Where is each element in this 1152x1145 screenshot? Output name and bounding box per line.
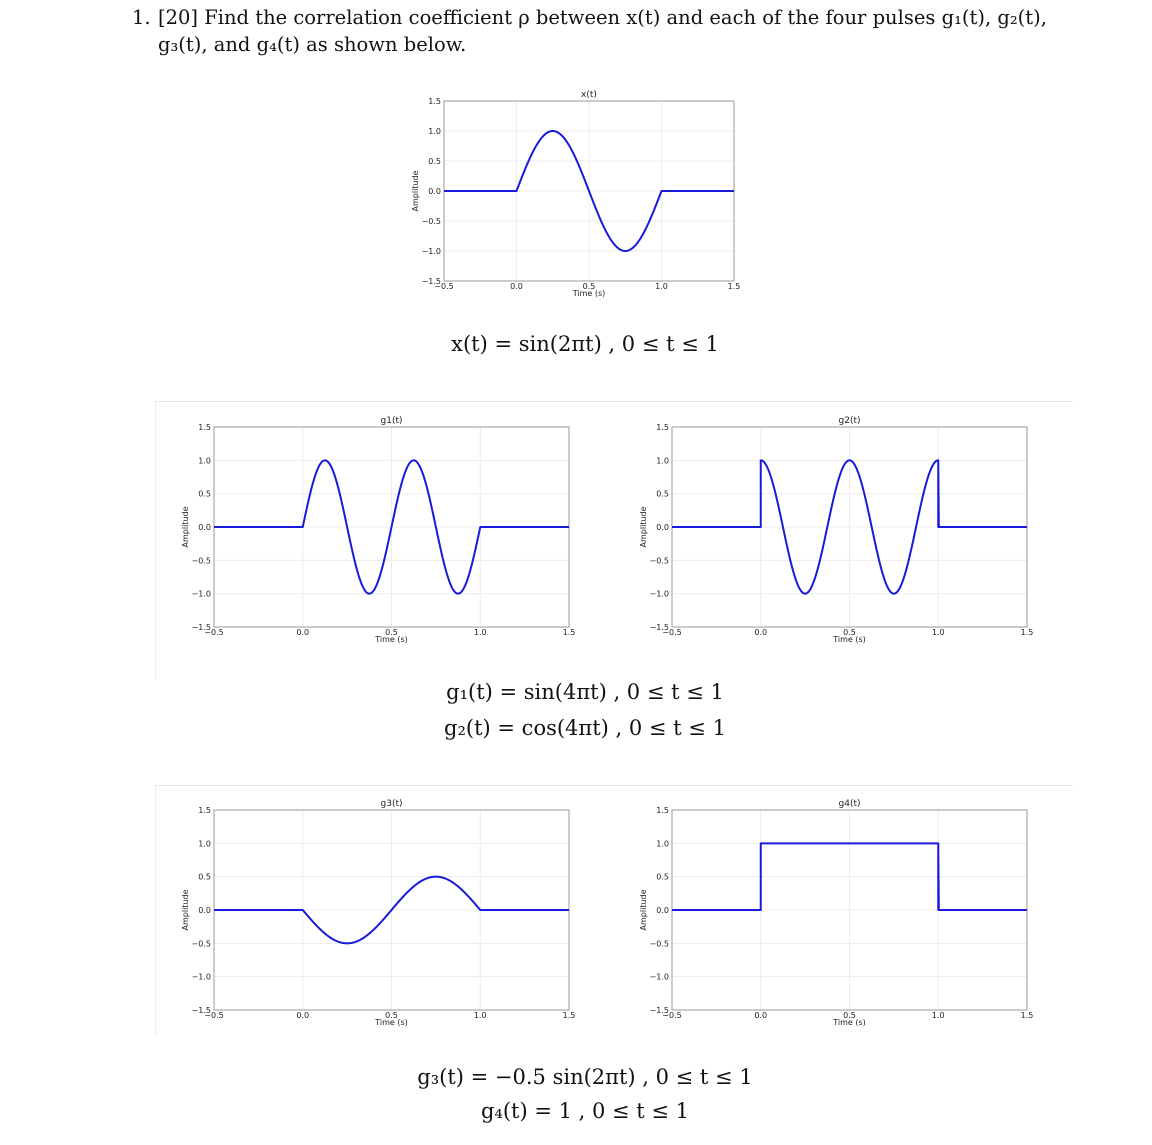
x-tick-label: 1.5 bbox=[562, 628, 576, 637]
equation-x: x(t) = sin(2πt) , 0 ≤ t ≤ 1 bbox=[451, 332, 719, 356]
y-tick-label: −1.0 bbox=[191, 972, 211, 982]
x-tick-label: 0.5 bbox=[385, 628, 398, 637]
x-tick-label: 0.5 bbox=[582, 282, 596, 291]
y-tick-label: −1.5 bbox=[191, 1006, 211, 1015]
x-tick-label: 1.0 bbox=[473, 628, 487, 637]
x-tick-label: 1.0 bbox=[473, 1011, 487, 1020]
y-axis-label: Amplitude bbox=[639, 889, 648, 931]
x-axis-label: Time (s) bbox=[572, 289, 606, 298]
x-tick-label: 1.5 bbox=[727, 282, 741, 291]
x-tick-label: 1.0 bbox=[931, 628, 945, 637]
equation-g1: g₁(t) = sin(4πt) , 0 ≤ t ≤ 1 bbox=[446, 680, 724, 704]
y-tick-label: −0.5 bbox=[191, 939, 211, 949]
y-tick-label: 1.0 bbox=[198, 839, 211, 849]
y-axis-label: Amplitude bbox=[181, 506, 190, 548]
x-tick-label: 1.0 bbox=[931, 1011, 945, 1020]
x-axis-label: Time (s) bbox=[375, 635, 408, 644]
y-tick-label: 0.5 bbox=[656, 872, 669, 882]
y-tick-label: −1.0 bbox=[191, 589, 211, 599]
chart-title: x(t) bbox=[581, 90, 597, 100]
section-edge-2 bbox=[155, 786, 156, 1036]
y-tick-label: 1.0 bbox=[198, 456, 211, 466]
y-tick-label: 0.0 bbox=[656, 523, 669, 532]
chart-g1 bbox=[181, 416, 575, 644]
x-tick-label: 1.5 bbox=[562, 1011, 576, 1020]
y-tick-label: −0.5 bbox=[649, 556, 669, 566]
y-tick-label: −1.0 bbox=[649, 589, 669, 599]
x-tick-label: 0.0 bbox=[754, 1011, 768, 1020]
y-axis-label: Amplitude bbox=[411, 170, 420, 212]
x-tick-label: 1.0 bbox=[655, 282, 668, 291]
problem-number: 1. bbox=[132, 6, 151, 29]
y-tick-label: −0.5 bbox=[649, 939, 669, 949]
x-tick-label: −0.5 bbox=[434, 282, 454, 291]
x-tick-label: 0.0 bbox=[296, 628, 310, 637]
chart-title: g4(t) bbox=[838, 799, 861, 809]
x-axis-label: Time (s) bbox=[833, 635, 866, 644]
x-tick-label: −0.5 bbox=[204, 1011, 224, 1020]
chart-x bbox=[411, 90, 740, 298]
y-axis-label: Amplitude bbox=[181, 889, 190, 931]
equation-g3: g₃(t) = −0.5 sin(2πt) , 0 ≤ t ≤ 1 bbox=[417, 1065, 753, 1089]
y-tick-label: −1.0 bbox=[649, 972, 669, 982]
x-axis-label: Time (s) bbox=[375, 1018, 408, 1027]
y-tick-label: 1.0 bbox=[656, 839, 669, 849]
y-tick-label: 0.5 bbox=[198, 872, 211, 882]
section-divider-1 bbox=[155, 401, 1073, 402]
y-tick-label: −1.5 bbox=[649, 1006, 669, 1015]
x-tick-label: 0.5 bbox=[385, 1011, 398, 1020]
x-tick-label: 0.0 bbox=[754, 628, 768, 637]
chart-title: g2(t) bbox=[838, 416, 861, 426]
chart-g4 bbox=[639, 799, 1033, 1027]
section-edge-1 bbox=[155, 402, 156, 680]
y-tick-label: 1.5 bbox=[656, 806, 669, 815]
y-tick-label: −0.5 bbox=[421, 217, 441, 226]
y-tick-label: 0.5 bbox=[428, 157, 441, 166]
y-tick-label: −0.5 bbox=[191, 556, 211, 566]
equation-g4: g₄(t) = 1 , 0 ≤ t ≤ 1 bbox=[480, 1099, 690, 1123]
y-tick-label: 0.0 bbox=[198, 523, 211, 532]
y-tick-label: −1.5 bbox=[649, 623, 669, 632]
y-tick-label: 0.0 bbox=[656, 906, 669, 915]
y-tick-label: 1.5 bbox=[656, 423, 669, 432]
equation-g2: g₂(t) = cos(4πt) , 0 ≤ t ≤ 1 bbox=[444, 716, 726, 740]
chart-title: g1(t) bbox=[380, 416, 403, 426]
y-tick-label: −1.0 bbox=[421, 247, 441, 256]
chart-g3 bbox=[181, 799, 575, 1027]
x-tick-label: 0.5 bbox=[843, 1011, 856, 1020]
chart-title: g3(t) bbox=[380, 799, 403, 809]
x-tick-label: 1.5 bbox=[1020, 628, 1034, 637]
y-axis-label: Amplitude bbox=[639, 506, 648, 548]
x-tick-label: 0.0 bbox=[296, 1011, 310, 1020]
problem-text-line-2: g₃(t), and g₄(t) as shown below. bbox=[158, 33, 467, 56]
y-tick-label: 1.0 bbox=[428, 127, 441, 136]
x-tick-label: 0.5 bbox=[843, 628, 856, 637]
x-tick-label: 1.5 bbox=[1020, 1011, 1034, 1020]
y-tick-label: 1.5 bbox=[428, 97, 441, 106]
x-axis-label: Time (s) bbox=[833, 1018, 866, 1027]
x-tick-label: −0.5 bbox=[204, 628, 224, 637]
x-tick-label: −0.5 bbox=[662, 1011, 682, 1020]
y-tick-label: 1.0 bbox=[656, 456, 669, 466]
problem-points: [20] bbox=[158, 6, 199, 29]
problem-text-line-1: Find the correlation coefficient ρ between x(t) and each of the four pulses g₁(t), g₂(t), bbox=[204, 6, 1047, 29]
section-divider-2 bbox=[155, 785, 1073, 786]
y-tick-label: −1.5 bbox=[421, 277, 441, 286]
y-tick-label: −1.5 bbox=[191, 623, 211, 632]
y-tick-label: 0.5 bbox=[198, 489, 211, 499]
y-tick-label: 0.0 bbox=[198, 906, 211, 915]
y-tick-label: 0.0 bbox=[428, 187, 441, 196]
y-tick-label: 0.5 bbox=[656, 489, 669, 499]
x-tick-label: 0.0 bbox=[510, 282, 523, 291]
x-tick-label: −0.5 bbox=[662, 628, 682, 637]
y-tick-label: 1.5 bbox=[198, 806, 211, 815]
chart-g2 bbox=[639, 416, 1033, 644]
y-tick-label: 1.5 bbox=[198, 423, 211, 432]
